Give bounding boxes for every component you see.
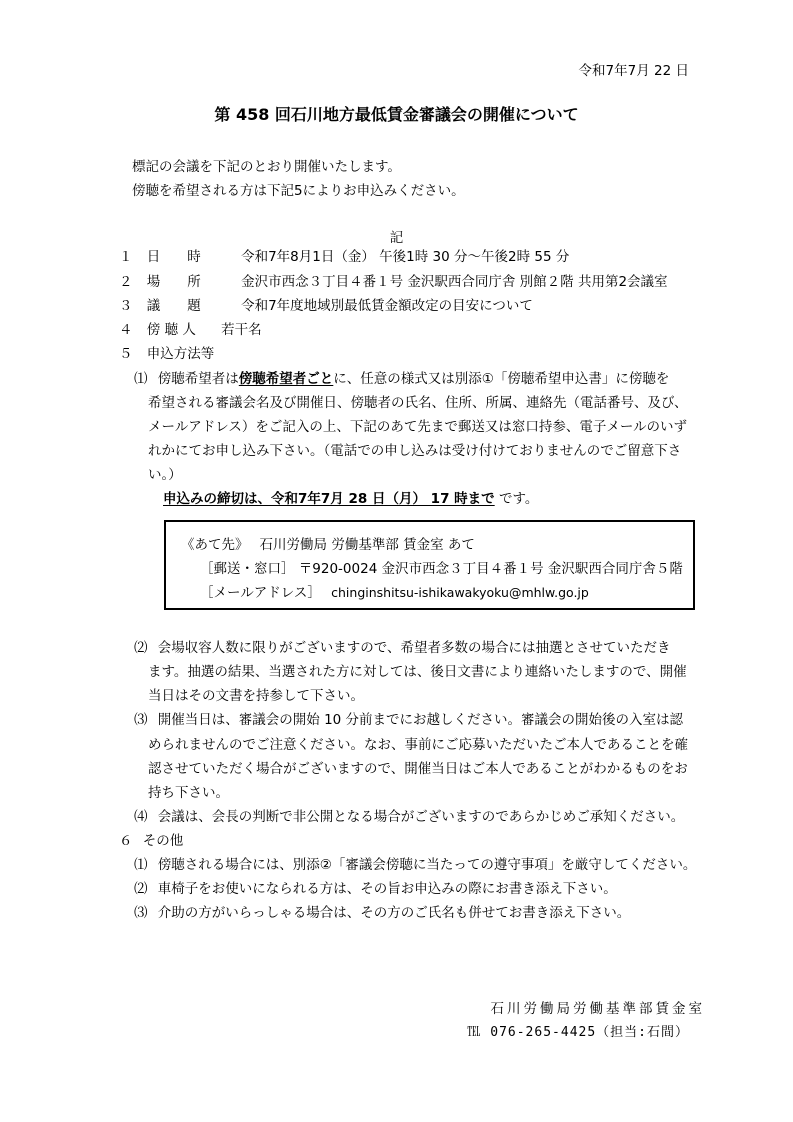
item-text: 令和7年度地域別最低賃金額改定の目安について — [241, 298, 533, 314]
deadline — [163, 487, 538, 511]
section6-item-1 — [134, 853, 696, 877]
item-label: 傍 聴 人 — [146, 322, 196, 338]
intro-line-1: 標記の会議を下記のとおり開催いたします。 — [132, 159, 401, 175]
item-5 — [119, 342, 214, 366]
item-text: 若干名 — [221, 322, 262, 338]
footer-tel: ℡ 076-265-4425（担当:石間） — [467, 1025, 689, 1040]
section6-item-text: 傍聴される場合には、別添②「審議会傍聴に当たっての遵守事項」を厳守してください。 — [157, 857, 697, 873]
intro-line-2: 傍聴を希望される方は下記5によりお申込みください。 — [132, 183, 465, 199]
sub2-number: ⑵ — [134, 640, 148, 656]
deadline-tail: です。 — [494, 491, 539, 507]
sub1-post-text: に、任意の様式又は別添①「傍聴希望申込書」に傍聴を — [333, 371, 670, 387]
item-number: ３ — [119, 298, 133, 314]
item-1 — [119, 245, 569, 269]
sub1-line-1 — [134, 367, 669, 391]
sub1-line-4: れかにてお申し込み下さい。（電話での申し込みは受け付けておりませんのでご留意下さ — [148, 443, 682, 459]
sub1-pre-text: 傍聴希望者は — [157, 371, 239, 387]
item-text: 令和7年8月1日（金） 午後1時 30 分～午後2時 55 分 — [241, 249, 570, 265]
sub3-number: ⑶ — [134, 712, 148, 728]
sub1-emphasis: 傍聴希望者ごと — [238, 371, 334, 387]
address-line-2: ［郵送・窓口］ 〒920-0024 金沢市西念３丁目４番１号 金沢駅西合同庁舎５階 — [200, 561, 683, 577]
sub2-line-1 — [134, 636, 671, 660]
sub1-line-3: メールアドレス）をご記入の上、下記のあて先まで郵送又は窓口持参、電子メールのいず — [148, 419, 688, 435]
section6-item-3 — [134, 901, 630, 925]
item-label: 申込方法等 — [146, 346, 215, 362]
sub2-line-3: 当日はその文書を持参して下さい。 — [148, 688, 364, 704]
item-number: １ — [119, 249, 133, 265]
sub4-number: ⑷ — [134, 809, 148, 825]
item-label: 場 所 — [146, 274, 201, 290]
address-line-3 — [200, 581, 589, 605]
section6-label: その他 — [142, 833, 184, 849]
sub3-line-2: められませんのでご注意ください。なお、事前にご応募いただいたご本人であることを確 — [148, 737, 688, 753]
sub2-text: 会場収容人数に限りがございますので、希望者多数の場合には抽選とさせていただき — [157, 640, 671, 656]
section6-item-text: 車椅子をお使いになられる方は、その旨お申込みの際にお書き添え下さい。 — [157, 881, 617, 897]
item-label: 日 時 — [146, 249, 201, 265]
item-4 — [119, 318, 262, 342]
sub4-text: 会議は、会長の判断で非公開となる場合がございますのであらかじめご承知ください。 — [157, 809, 685, 825]
item-3 — [119, 294, 533, 318]
item-2 — [119, 270, 668, 294]
sub1-number: ⑴ — [134, 371, 148, 387]
item-number: ５ — [119, 346, 133, 362]
section6-item-2 — [134, 877, 617, 901]
item-text: 金沢市西念３丁目４番１号 金沢駅西合同庁舎 別館２階 共用第2会議室 — [241, 274, 668, 290]
ki-heading: 記 — [389, 230, 404, 246]
item-label: 議 題 — [146, 298, 201, 314]
sub3-line-4: 持ち下さい。 — [148, 785, 229, 801]
sub1-line-2: 希望される審議会名及び開催日、傍聴者の氏名、住所、所属、連絡先（電話番号、及び、 — [148, 395, 688, 411]
sub3-text: 開催当日は、審議会の開始 10 分前までにお越しください。審議会の開始後の入室は認 — [157, 712, 684, 728]
item-number: ４ — [119, 322, 133, 338]
sub4-line — [134, 805, 684, 829]
deadline-text: 申込みの締切は、令和7年7月 28 日（月） 17 時まで — [163, 491, 495, 507]
section6-item-text: 介助の方がいらっしゃる場合は、その方のご氏名も併せてお書き添え下さい。 — [157, 905, 631, 921]
sub1-line-5: い。） — [148, 467, 182, 483]
email-address: chinginshitsu-ishikawakyoku@mhlw.go.jp — [331, 585, 589, 600]
section6-number: ６ — [119, 833, 133, 849]
section6-item-number: ⑶ — [134, 905, 148, 921]
item-number: ２ — [119, 274, 133, 290]
section6-item-number: ⑵ — [134, 881, 148, 897]
sub3-line-1 — [134, 708, 683, 732]
page-title: 第 458 回石川地方最低賃金審議会の開催について — [214, 105, 579, 124]
footer-org: 石川労働局労働基準部賃金室 — [490, 1001, 705, 1017]
email-label: ［メールアドレス］ — [200, 585, 321, 601]
sub3-line-3: 認させていただく場合がございますので、開催当日はご本人であることがわかるものをお — [148, 761, 688, 777]
section6-heading — [119, 829, 183, 853]
section6-item-number: ⑴ — [134, 857, 148, 873]
sub2-line-2: ます。抽選の結果、当選された方に対しては、後日文書により連絡いたしますので、開催 — [148, 664, 687, 680]
address-line-1: 《あて先》 石川労働局 労働基準部 賃金室 あて — [181, 537, 475, 553]
document-date: 令和7年7月 22 日 — [578, 63, 689, 79]
